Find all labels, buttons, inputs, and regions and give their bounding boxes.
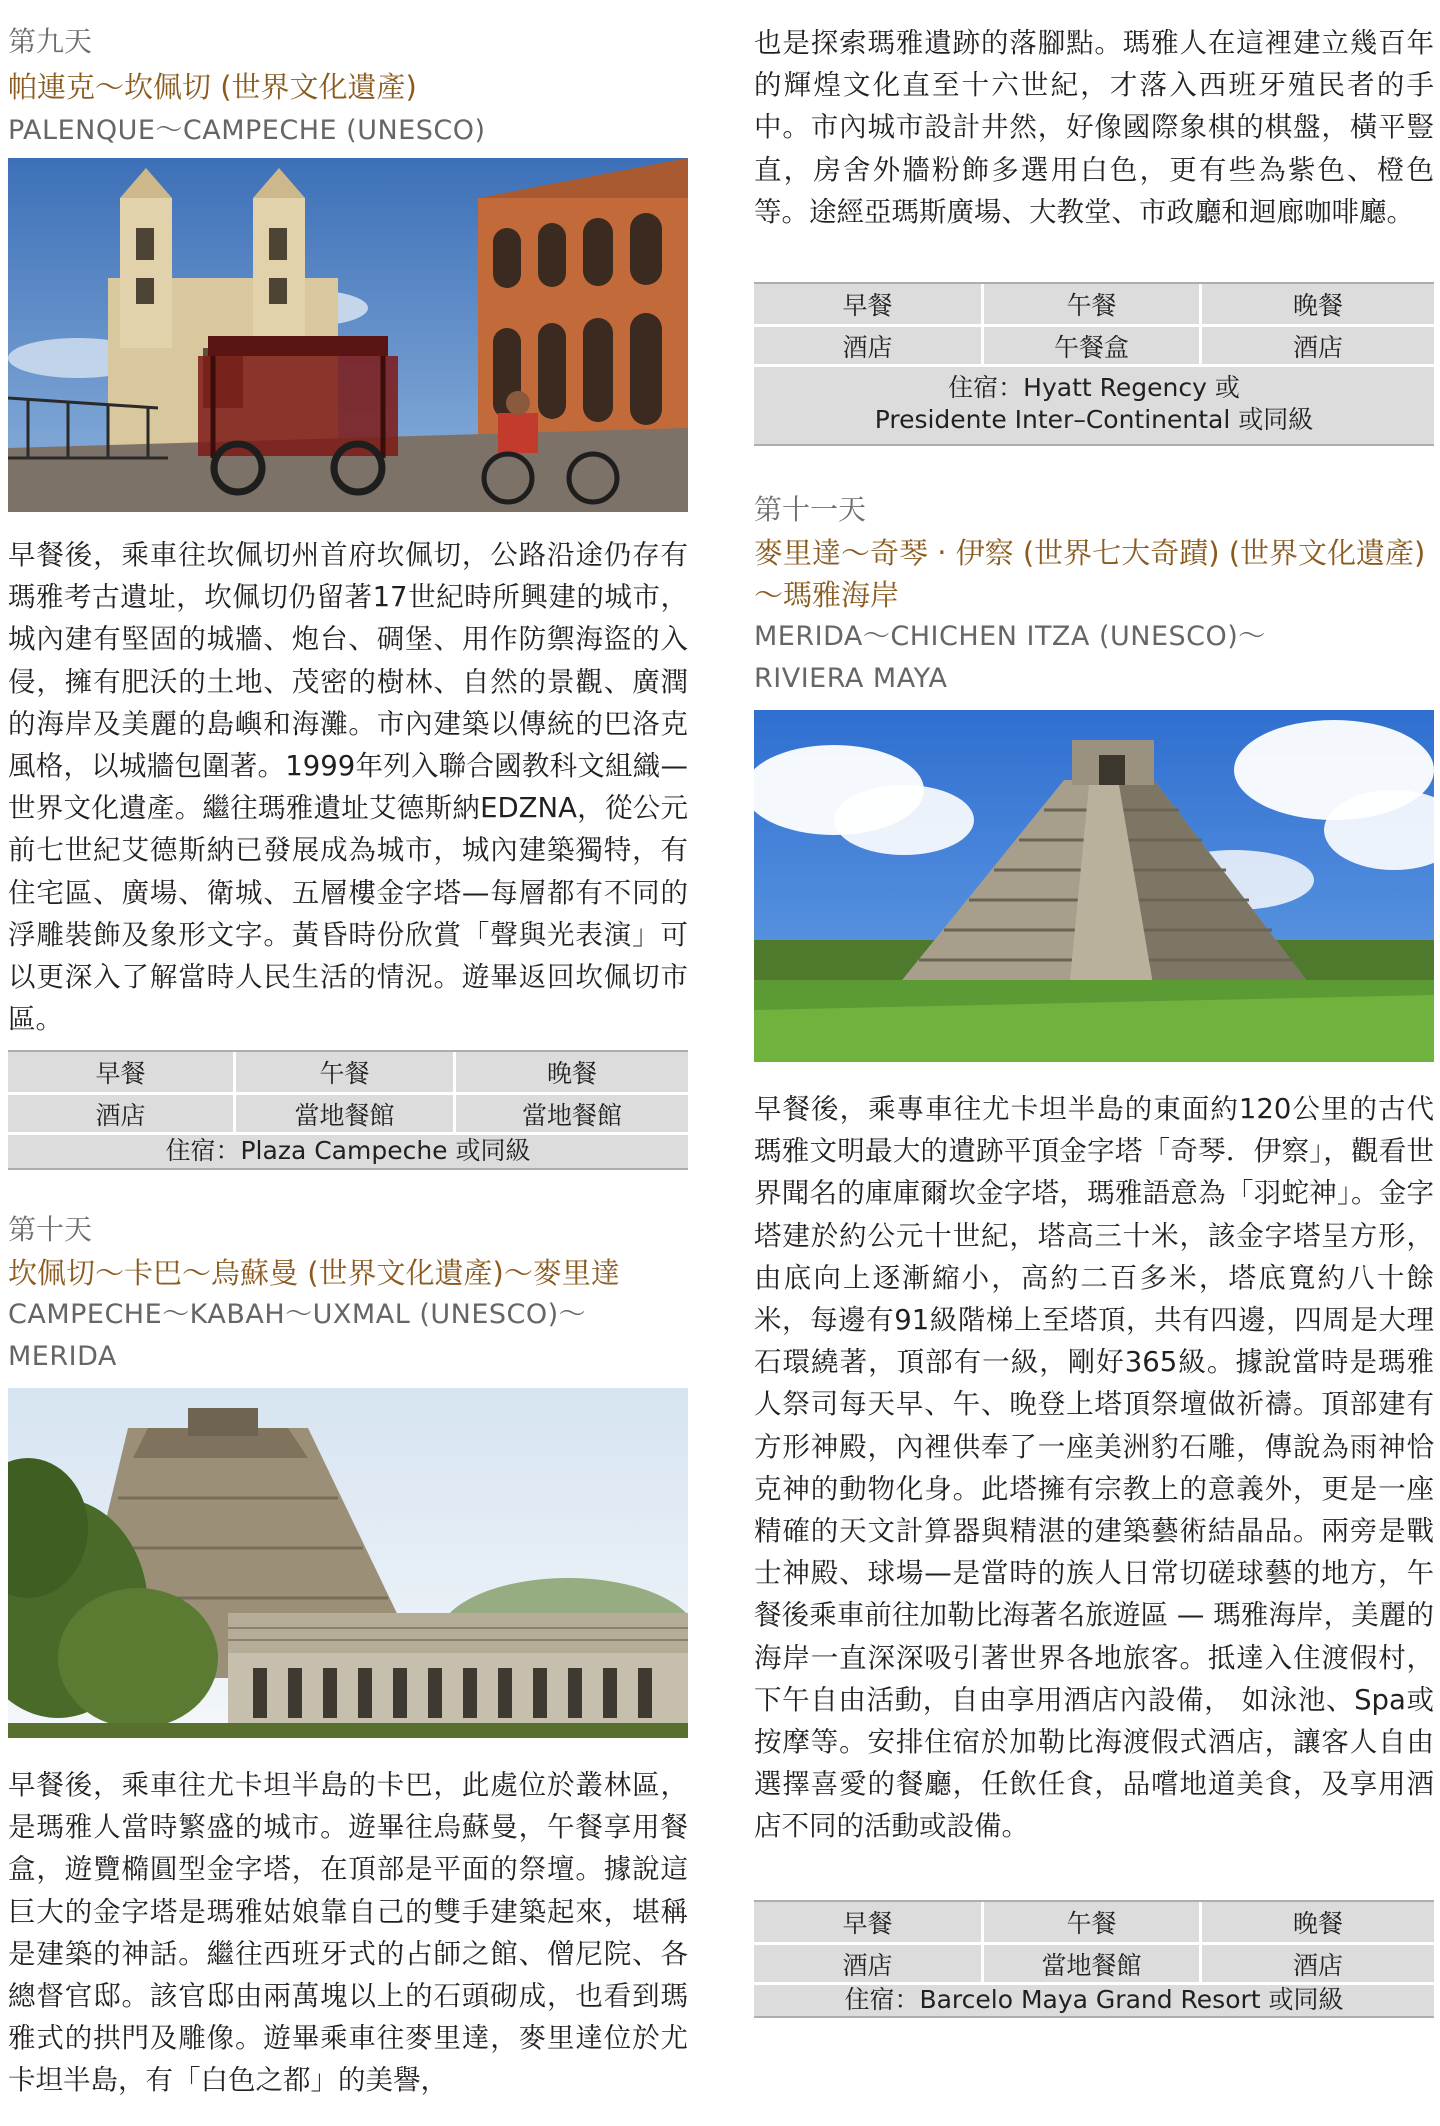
day10-body-continued: 也是探索瑪雅遺跡的落腳點。瑪雅人在這裡建立幾百年的輝煌文化直至十六世紀，才落入西班牙殖民者的手中。市內城市設計井然，好像國際象棋的棋盤，橫平豎直，房舍外牆粉飾多選用白色，更有些為紫色、橙色等。途經亞瑪斯廣場、大教堂、市政廳和迴廊咖啡廳。	[754, 27, 1434, 228]
dinner-header: 晚餐	[1292, 291, 1343, 320]
lunch-value: 午餐盒	[984, 327, 1202, 364]
day9-meal-table	[8, 1050, 688, 1170]
hotel-row	[754, 1982, 1434, 2014]
meal-header-row	[754, 1902, 1434, 1942]
campeche-cathedral-photo	[8, 158, 688, 512]
lunch-header: 午餐	[236, 1052, 456, 1092]
day9-section	[8, 22, 688, 152]
lunch-header: 午餐	[984, 1902, 1202, 1942]
day10-title-en-line2: MERIDA	[8, 1341, 117, 1372]
meal-header-row	[8, 1052, 688, 1092]
day10-body: 早餐後，乘車往尤卡坦半島的卡巴，此處位於叢林區，是瑪雅人當時繁盛的城市。遊畢往烏蘇曼，午餐享用餐盒，遊覽橢圓型金字塔，在頂部是平面的祭壇。據說這巨大的金字塔是瑪雅姑娘靠自己的雙手建築起來，堪稱是建築的神話。繼往西班牙式的占師之館、僧尼院、各總督官邸。該官邸由兩萬塊以上的石頭砌成，也看到瑪雅式的拱門及雕像。遊畢乘車往麥里達，麥里達位於尤卡坦半島，有「白色之都」的美譽，	[8, 1769, 688, 2097]
day10-description	[8, 1764, 688, 2102]
lunch-value: 當地餐館	[236, 1095, 456, 1132]
day11-body: 早餐後，乘專車往尤卡坦半島的東面約120公里的古代瑪雅文明最大的遺跡平頂金字塔「奇琴．伊察」，觀看世界聞名的庫庫爾坎金字塔，瑪雅語意為「羽蛇神」。金字塔建於約公元十世紀，塔高三十米，該金字塔呈方形，由底向上逐漸縮小，高約二百多米，塔底寬約八十餘米，每邊有91級階梯上至塔頂，共有四邊，四周是大理石環繞著，頂部有一級，剛好365級。據說當時是瑪雅人祭司每天早、午、晚登上塔頂祭壇做祈禱。頂部建有方形神殿，內裡供奉了一座美洲豹石雕，傳說為雨神恰克神的動物化身。此塔擁有宗教上的意義外，更是一座精確的天文計算器與精湛的建築藝術結晶品。兩旁是戰士神殿、球場—是當時的族人日常切磋球藝的地方，午餐後乘車前往加勒比海著名旅遊區 — 瑪雅海岸，美麗的海岸一直深深吸引著世界各地旅客。抵達入住渡假村，下午自由活動，自由享用酒店內設備， 如泳池、Spa或按摩等。安排住宿於加勒比海渡假式酒店，讓客人自由選擇喜愛的餐廳，任飲任食，品嚐地道美食，及享用酒店不同的活動或設備。	[754, 1093, 1434, 1843]
day11-meal-table	[754, 1900, 1434, 2018]
breakfast-header: 早餐	[754, 284, 984, 324]
day11-label: 第十一天	[754, 493, 867, 526]
day9-title: 帕連克～坎佩切 (世界文化遺產)	[8, 70, 417, 104]
hotel-row	[754, 364, 1434, 440]
chichen-itza-illustration	[754, 710, 1434, 1062]
day9-body: 早餐後，乘車往坎佩切州首府坎佩切，公路沿途仍存有瑪雅考古遺址，坎佩切仍留著17世紀時所興建的城市，城內建有堅固的城牆、炮台、碉堡、用作防禦海盜的入侵，擁有肥沃的土地、茂密的樹林、自然的景觀、廣潤的海岸及美麗的島嶼和海灘。市內建築以傳統的巴洛克風格，以城牆包圍著。1999年列入聯合國教科文組織—世界文化遺產。繼往瑪雅遺址艾德斯納EDZNA，從公元前七世紀艾德斯納已發展成為城市，城內建築獨特，有住宅區、廣場、衛城、五層樓金字塔—每層都有不同的浮雕裝飾及象形文字。黃昏時份欣賞「聲與光表演」可以更深入了解當時人民生活的情況。遊畢返回坎佩切市區。	[8, 539, 688, 1036]
breakfast-value: 酒店	[754, 1945, 984, 1982]
dinner-value: 酒店	[1292, 1950, 1343, 1980]
day10-section	[8, 1210, 688, 1378]
meal-value-row	[754, 1942, 1434, 1982]
hotel-text: 住宿：Barcelo Maya Grand Resort 或同級	[844, 1984, 1344, 2014]
day11-title-en-line2: RIVIERA MAYA	[754, 663, 948, 694]
day10-label: 第十天	[8, 1213, 93, 1246]
day9-description	[8, 534, 688, 1040]
day10-meal-table	[754, 282, 1434, 446]
day11-title-en-line1: MERIDA～CHICHEN ITZA (UNESCO)～	[754, 621, 1266, 652]
hotel-row	[8, 1132, 688, 1166]
day11-section	[754, 490, 1440, 700]
lunch-header: 午餐	[984, 284, 1202, 324]
breakfast-header: 早餐	[8, 1052, 236, 1092]
campeche-cathedral-illustration	[8, 158, 688, 512]
hotel-text-line2: Presidente Inter–Continental 或同級	[874, 404, 1314, 434]
day11-description	[754, 1088, 1434, 1848]
day9-title-en: PALENQUE～CAMPECHE (UNESCO)	[8, 115, 486, 146]
breakfast-header: 早餐	[754, 1902, 984, 1942]
dinner-header: 晚餐	[546, 1059, 597, 1088]
day10-description-continued	[754, 22, 1434, 233]
meal-value-row	[754, 324, 1434, 364]
breakfast-value: 酒店	[8, 1095, 236, 1132]
day11-title-line2: ～瑪雅海岸	[754, 578, 900, 612]
hotel-text-line1: 住宿：Hyatt Regency 或	[948, 372, 1240, 402]
lunch-value: 當地餐館	[984, 1945, 1202, 1982]
dinner-value: 酒店	[1292, 332, 1343, 362]
meal-header-row	[754, 284, 1434, 324]
meal-value-row	[8, 1092, 688, 1132]
uxmal-pyramid-illustration	[8, 1388, 688, 1738]
day10-title: 坎佩切～卡巴～烏蘇曼 (世界文化遺產)～麥里達	[8, 1256, 620, 1290]
breakfast-value: 酒店	[754, 327, 984, 364]
dinner-value: 當地餐館	[521, 1100, 622, 1130]
day11-title-line1: 麥里達～奇琴 ‧ 伊察 (世界七大奇蹟) (世界文化遺產)	[754, 536, 1426, 570]
day9-label: 第九天	[8, 25, 93, 58]
day10-title-en-line1: CAMPECHE～KABAH～UXMAL (UNESCO)～	[8, 1299, 587, 1330]
hotel-text: 住宿：Plaza Campeche 或同級	[165, 1135, 531, 1165]
chichen-itza-photo	[754, 710, 1434, 1062]
dinner-header: 晚餐	[1292, 1909, 1343, 1938]
uxmal-pyramid-photo	[8, 1388, 688, 1738]
